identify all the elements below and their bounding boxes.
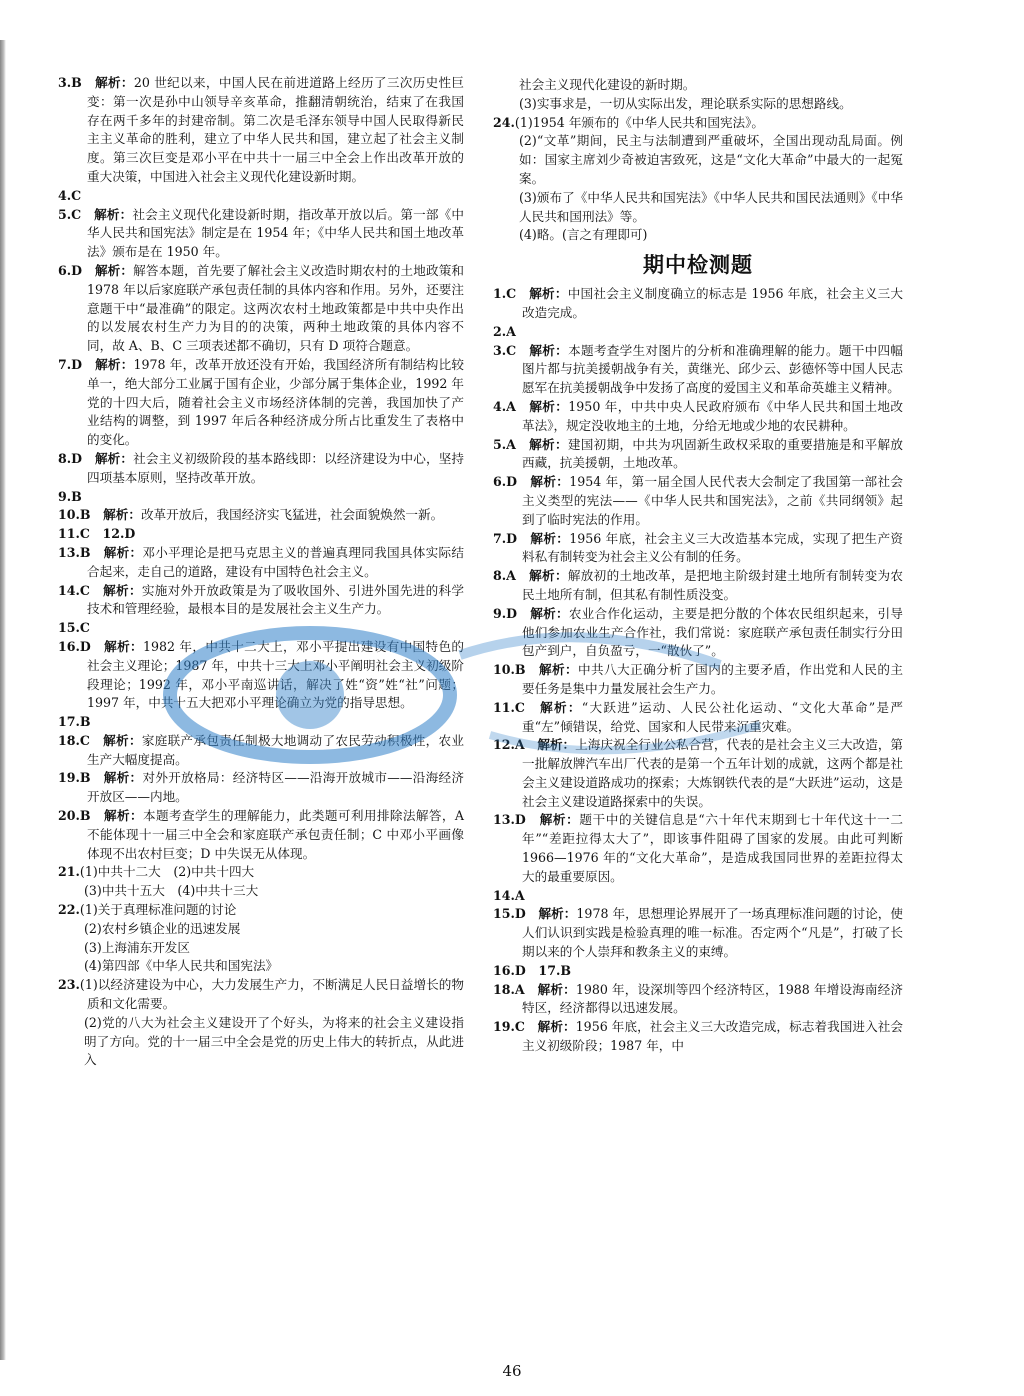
analysis-text: 题干中的关键信息是“六十年代末期到七十年代这十一二年”“差距拉得太大了”，即该事件阻碍了国家的发展。由此可判断 1966—1976 年的“文化大革命”，是造成我国同世界的差距拉得太大的最重要原因。 (522, 812, 903, 884)
analysis-label: 解析： (530, 530, 570, 546)
analysis-label: 解析： (539, 812, 580, 828)
answer-item (493, 661, 903, 699)
answer-number: 21. (58, 864, 80, 880)
answer-number: 19.C (493, 1019, 525, 1035)
answer-number: 20.B (58, 808, 91, 824)
answer-number: 8.D (58, 450, 83, 466)
analysis-label: 解析： (103, 544, 143, 560)
analysis-label: 解析： (537, 1019, 576, 1035)
answer-number: 18.C (58, 732, 90, 748)
sub-answer: (2)“文革”期间，民主与法制遭到严重破坏，全国出现动乱局面。例如：国家主席刘少奇被迫害致死，这是“文化大革命”中最大的一起冤案。 (519, 133, 903, 186)
midterm-answers (493, 285, 903, 1056)
answer-item (58, 807, 464, 863)
analysis-text: 实施对外开放政策是为了吸收国外、引进外国先进的科学技术和管理经验，最根本目的是发展社会主义生产力。 (87, 582, 465, 617)
analysis-text: 对外开放格局：经济特区——沿海开放城市——沿海经济开放区——内地。 (87, 770, 465, 805)
answer-number: 7.D (58, 356, 83, 372)
sub-answer: 社会主义现代化建设的新时期。 (519, 77, 696, 92)
answer-number: 6.D (58, 262, 83, 278)
answer-number: 5.A (493, 436, 516, 452)
answer-item (493, 905, 903, 961)
analysis-text: 1982 年，中共十二大上，邓小平提出建设有中国特色的社会主义理论；1987 年，中共十三大上邓小平阐明社会主义初级阶段理论；1992 年，邓小平南巡讲话，解决了姓“资”姓“社”问题；1997 年，中共十五大把邓小平理论确立为党的指导思想。 (87, 638, 464, 711)
answer-item (58, 187, 464, 206)
answer-number: 3.C (493, 342, 517, 358)
answer-number: 11.C (493, 699, 525, 715)
answer-number: 22. (58, 902, 80, 918)
answer-number: 16.D (58, 638, 91, 654)
answer-number: 17.B (58, 714, 91, 730)
analysis-label: 解析： (94, 206, 133, 222)
analysis-text: 解答本题，首先要了解社会主义改造时期农村的土地政策和 1978 年以后家庭联产承包责任制的具体内容和作用。另外，还要注意题干中“最准确”的限定。这两次农村土地政策都是中共中央作出的以发展农村生产力为目的的决策，两种土地政策的具体内容不同，故 A、B、C 三项表述都不确切，只有 D 项符合题意。 (87, 262, 465, 354)
answer-item (58, 356, 464, 450)
sub-answer: (3)上海浦东开发区 (84, 939, 190, 955)
analysis-label: 解析： (103, 808, 143, 824)
answer-number: 6.D (493, 474, 518, 490)
answer-item (493, 887, 903, 906)
page-number: 46 (502, 1362, 522, 1380)
answer-item (493, 699, 903, 737)
answer-item (58, 525, 464, 544)
answer-item (58, 450, 464, 488)
answer-item (58, 262, 464, 356)
answer-number: 10.B (493, 662, 526, 678)
answer-number: 12.A (493, 737, 525, 753)
answer-item (493, 398, 903, 436)
analysis-label: 解析： (529, 342, 569, 358)
answer-number: 24. (493, 114, 515, 130)
answer-number: 1.C (493, 286, 517, 302)
analysis-text: 1950 年，中共中央人民政府颁布《中华人民共和国土地改革法》，规定没收地主的土地，分给无地或少地的农民耕种。 (522, 398, 904, 433)
analysis-text: 中共八大正确分析了国内的主要矛盾，作出党和人民的主要任务是集中力量发展社会生产力。 (522, 662, 904, 696)
analysis-label: 解析： (538, 906, 577, 922)
answer-number: 10.B (58, 507, 91, 523)
answer-item (58, 619, 464, 638)
answer-item (493, 962, 903, 981)
answer-item (58, 506, 464, 525)
sub-answer: (3)实事求是，一切从实际出发，理论联系实际的思想路线。 (519, 95, 852, 111)
answer-number: 4.A (493, 398, 516, 414)
analysis-label: 解析： (529, 436, 568, 452)
answer-item: 23.(1)以经济建设为中心，大力发展生产力，不断满足人民日益增长的物质和文化需要。 (58, 977, 464, 1012)
answer-item (493, 530, 903, 568)
analysis-text: 本题考查学生对图片的分析和准确理解的能力。题干中四幅图片都与抗美援朝战争有关，黄继光、邱少云、彭德怀等中国人民志愿军在抗美援朝战争中发扬了高度的爱国主义和革命英雄主义精神。 (522, 342, 904, 396)
answer-item: 21.(1)中共十二大 (2)中共十四大 (58, 864, 255, 880)
analysis-text: 上海庆祝全行业公私合营，代表的是社会主义三大改造，第一批解放牌汽车出厂代表的是第一个五年计划的成就，这两个都是社会主义建设道路成功的探索；大炼钢铁代表的是“大跃进”运动，这是社会主义建设道路探索中的失误。 (522, 737, 904, 809)
right-column (493, 76, 903, 1056)
answer-item (493, 1018, 903, 1056)
analysis-label: 解析： (540, 699, 582, 715)
answer-number: 4.C (58, 187, 82, 203)
analysis-label: 解析： (529, 568, 568, 584)
analysis-text: 社会主义初级阶段的基本路线即：以经济建设为中心，坚持四项基本原则，坚持改革开放。 (87, 450, 465, 485)
analysis-text: 20 世纪以来，中国人民在前进道路上经历了三次历史性巨变：第一次是孙中山领导辛亥革命，推翻清朝统治，结束了在我国存在两千多年的封建帝制。第二次是毛泽东领导中国人民取得新民主主义革命的胜利，建立了中华人民共和国，建立起了社会主义制度。第三次巨变是邓小平在中共十一届三中全会上作出改革开放的重大决策，中国进入社会主义现代化建设新时期。 (87, 75, 465, 184)
answer-number: 15.D (493, 906, 526, 922)
analysis-text: 中国社会主义制度确立的标志是 1956 年底，社会主义三大改造完成。 (522, 286, 904, 320)
analysis-text: “大跃进”运动、人民公社化运动、“文化大革命”是严重“左”倾错误，给党、国家和人民带来沉重灾难。 (522, 699, 903, 734)
scan-edge-shadow (0, 40, 6, 1360)
analysis-text: 社会主义现代化建设新时期，指改革开放以后。第一部《中华人民共和国宪法》制定是在 1954 年；《中华人民共和国土地改革法》颁布是在 1950 年。 (87, 206, 465, 260)
answer-item (58, 488, 464, 507)
analysis-label: 解析： (94, 450, 134, 466)
answer-item (58, 544, 464, 582)
answer-number: 19.B (58, 770, 91, 786)
analysis-label: 解析： (539, 662, 579, 678)
answer-item: 24.(1)1954 年颁布的《中华人民共和国宪法》。 (493, 114, 765, 130)
analysis-label: 解析： (529, 286, 568, 302)
analysis-label: 解析： (95, 75, 134, 90)
answer-number: 9.B (58, 488, 82, 504)
answer-number: 11.C 12.D (58, 526, 136, 542)
analysis-label: 解析： (103, 507, 141, 523)
answer-item: 22.(1)关于真理标准问题的讨论 (58, 902, 237, 918)
analysis-text: 1980 年，设深圳等四个经济特区，1988 年增设海南经济特区，经济都得以迅速发展。 (522, 981, 904, 1016)
analysis-text: 本题考查学生的理解能力，此类题可利用排除法解答，A 不能体现十一届三中全会和家庭联产承包责任制；C 中邓小平画像体现不出农村巨变；D 中失误无从体现。 (87, 808, 464, 861)
answer-number: 13.D (493, 812, 526, 828)
analysis-label: 解析： (103, 582, 142, 598)
analysis-label: 解析： (530, 605, 569, 621)
answer-item (493, 323, 903, 342)
analysis-label: 解析： (103, 732, 142, 748)
answer-number: 7.D (493, 530, 518, 546)
answer-item (58, 713, 464, 732)
answer-number: 14.C (58, 582, 90, 598)
answer-item (58, 769, 464, 807)
analysis-text: 建国初期，中共为巩固新生政权采取的重要措施是和平解放西藏，抗美援朝，土地改革。 (522, 436, 904, 471)
analysis-text: 1978 年，思想理论界展开了一场真理标准问题的讨论，使人们认识到实践是检验真理的唯一标准。否定两个“凡是”，打破了长期以来的个人崇拜和教条主义的束缚。 (522, 906, 904, 960)
analysis-label: 解析： (94, 262, 134, 278)
answer-item (493, 605, 903, 661)
analysis-text: 1956 年底，社会主义三大改造基本完成，实现了把生产资料私有制转变为社会主义公有制的任务。 (522, 530, 904, 565)
sub-answer: (3)中共十五大 (4)中共十三大 (84, 883, 259, 899)
section-title: 期中检测题 (643, 253, 753, 278)
answer-number: 15.C (58, 620, 90, 636)
analysis-label: 解析： (529, 398, 569, 414)
analysis-label: 解析： (537, 981, 576, 997)
answer-item (58, 638, 464, 713)
sub-answer: (2)党的八大为社会主义建设开了个好头，为将来的社会主义建设指明了方向。党的十一届三中全会是党的历史上伟大的转折点，从此进入 (84, 1014, 464, 1068)
answer-number: 2.A (493, 323, 516, 339)
answer-number: 18.A (493, 981, 525, 997)
analysis-text: 解放初的土地改革，是把地主阶级封建土地所有制转变为农民土地所有制，但其私有制性质没变。 (522, 568, 904, 602)
analysis-label: 解析： (95, 356, 134, 372)
answer-number: 16.D 17.B (493, 962, 571, 978)
sub-answer: (3)颁布了《中华人民共和国宪法》《中华人民共和国民法通则》《中华人民共和国刑法》等。 (519, 189, 903, 224)
analysis-label: 解析： (103, 770, 143, 786)
answer-item (493, 473, 903, 529)
answers-continued (493, 76, 903, 245)
answer-item (493, 736, 903, 811)
answer-number: 9.D (493, 605, 518, 621)
analysis-text: 1978 年，改革开放还没有开始，我国经济所有制结构比较单一，绝大部分工业属于国有企业，少部分属于集体企业，1992 年党的十四大后，随着社会主义市场经济体制的完善，我国加快了产业结构的调整，到 1997 年后各种经济成分所占比重发生了表格中的变化。 (87, 356, 464, 448)
analysis-text: 1954 年，第一届全国人民代表大会制定了我国第一部社会主义类型的宪法——《中华人民共和国宪法》，之前《共同纲领》起到了临时宪法的作用。 (522, 474, 904, 527)
answer-item (58, 206, 464, 262)
answer-number: 23. (58, 977, 80, 993)
answer-item (58, 582, 464, 620)
answer-number: 13.B (58, 544, 91, 560)
answer-item (493, 436, 903, 474)
answer-item (493, 567, 903, 605)
answer-item (493, 981, 903, 1019)
analysis-text: 改革开放后，我国经济实飞猛进，社会面貌焕然一新。 (140, 507, 444, 523)
sub-answer: (4)第四部《中华人民共和国宪法》 (84, 958, 279, 974)
left-column (58, 74, 464, 1070)
answer-number: 5.C (58, 206, 82, 222)
analysis-text: 邓小平理论是把马克思主义的普遍真理同我国具体实际结合起来，走自己的道路，建设有中国特色社会主义。 (87, 544, 465, 579)
analysis-text: 农业合作化运动，主要是把分散的个体农民组织起来，引导他们参加农业生产合作社，我们常说：家庭联产承包责任制实行分田包产到户，自负盈亏，一“散伙了”。 (522, 605, 904, 659)
answer-number: 14.A (493, 887, 525, 903)
answer-number: 3.B (58, 75, 82, 90)
answer-item (493, 342, 903, 398)
analysis-label: 解析： (104, 638, 144, 654)
answer-item (58, 732, 464, 770)
sub-answer: (2)农村乡镇企业的迅速发展 (84, 920, 241, 936)
answer-item (58, 74, 464, 187)
answer-item (493, 811, 903, 886)
analysis-text: 1956 年底，社会主义三大改造完成，标志着我国进入社会主义初级阶段；1987 年，中 (522, 1019, 903, 1054)
sub-answer: (4)略。(言之有理即可) (519, 227, 648, 243)
answer-number: 8.A (493, 568, 516, 584)
analysis-label: 解析： (537, 737, 576, 753)
analysis-text: 家庭联产承包责任制极大地调动了农民劳动积极性，农业生产大幅度提高。 (87, 732, 465, 767)
analysis-label: 解析： (530, 474, 570, 490)
answer-item (493, 285, 903, 323)
